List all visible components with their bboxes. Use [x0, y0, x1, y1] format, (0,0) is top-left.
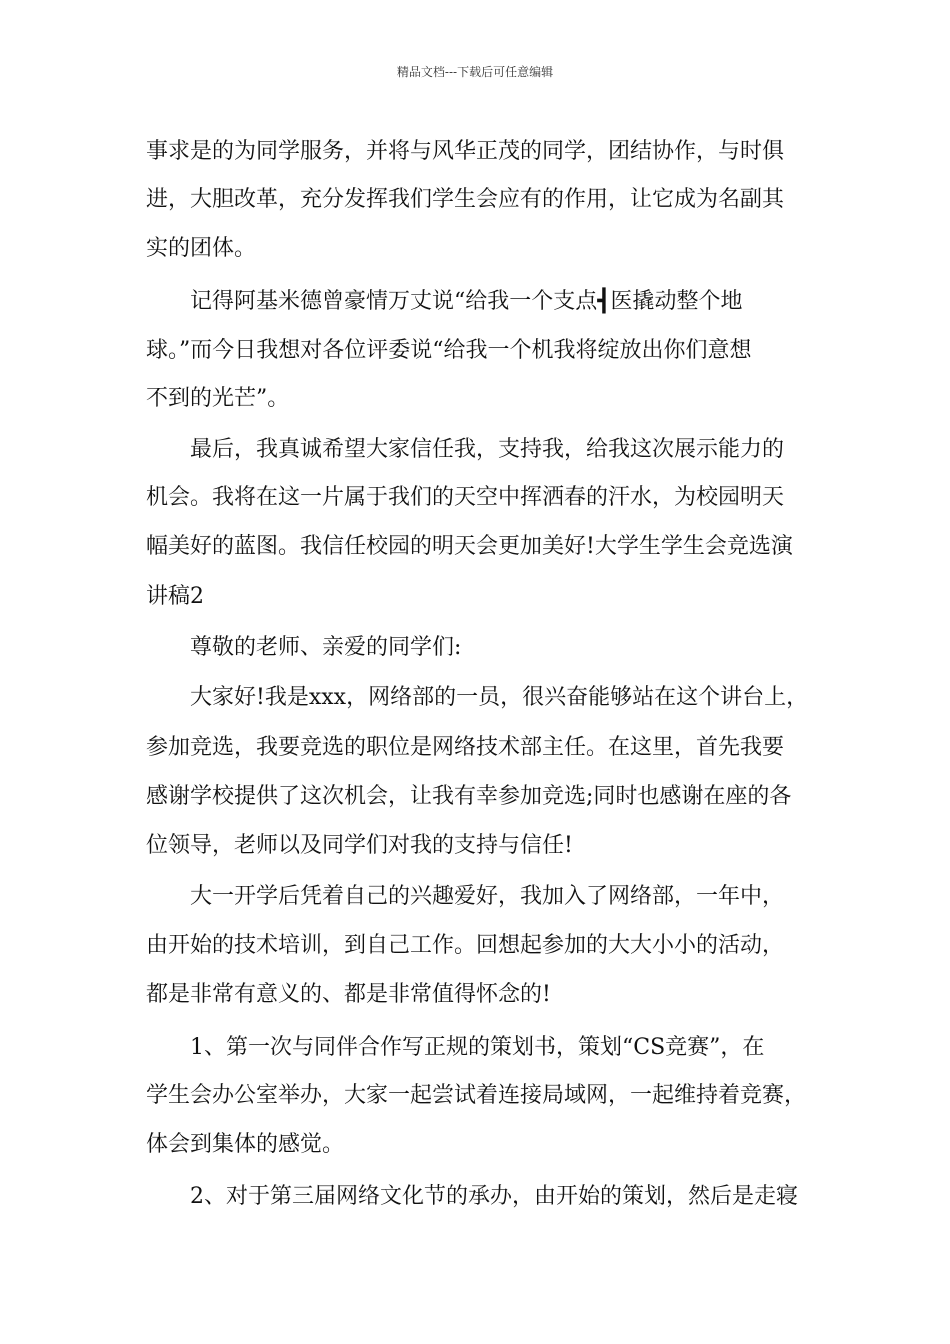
text-line: 球。”而今日我想对各位评委说“给我一个机我将绽放出你们意想 — [146, 338, 752, 363]
text-line: 位领导，老师以及同学们对我的支持与信任! — [146, 833, 573, 858]
text-line: 最后，我真诚希望大家信任我，支持我，给我这次展示能力的 — [190, 437, 785, 462]
page-header: 精品文档---下载后可任意编辑 — [396, 65, 554, 79]
text-line: 大一开学后凭着自己的兴趣爱好，我加入了网络部，一年中， — [190, 884, 785, 909]
text-line: 都是非常有意义的、都是非常值得怀念的! — [146, 982, 551, 1007]
text-line: 尊敬的老师、亲爱的同学们: — [190, 635, 462, 660]
text-line: 体会到集体的感觉。 — [146, 1132, 345, 1157]
text-line: 参加竞选，我要竞选的职位是网络技术部主任。在这里，首先我要 — [146, 735, 785, 760]
text-line: 实的团体。 — [146, 236, 257, 261]
text-line: 讲稿2 — [146, 584, 204, 609]
text-line: 事求是的为同学服务，并将与风华正茂的同学，团结协作，与时俱 — [146, 139, 785, 164]
text-line: 感谢学校提供了这次机会，让我有幸参加竞选;同时也感谢在座的各 — [146, 784, 792, 809]
text-line: 机会。我将在这一片属于我们的天空中挥洒春的汗水，为校园明天 — [146, 485, 785, 510]
text-line: 2、对于第三届网络文化节的承办，由开始的策划，然后是走寝 — [190, 1184, 798, 1209]
text-line: 由开始的技术培训，到自己工作。回想起参加的大大小小的活动， — [146, 933, 785, 958]
text-line: 幅美好的蓝图。我信任校园的明天会更加美好!大学生学生会竞选演 — [146, 534, 793, 559]
text-line: 进，大胆改革，充分发挥我们学生会应有的作用，让它成为名副其 — [146, 187, 785, 212]
text-line: 大家好!我是xxx，网络部的一员，很兴奋能够站在这个讲台上， — [190, 685, 809, 710]
text-line: 不到的光芒”。 — [146, 386, 290, 411]
text-line: 学生会办公室举办，大家一起尝试着连接局域网，一起维持着竞赛， — [146, 1083, 807, 1108]
text-line: 记得阿基米德曾豪情万丈说“给我一个支点┫医撬动整个地 — [190, 289, 743, 314]
text-line: 1、第一次与同伴合作写正规的策划书，策划“CS竞赛”，在 — [190, 1035, 765, 1060]
